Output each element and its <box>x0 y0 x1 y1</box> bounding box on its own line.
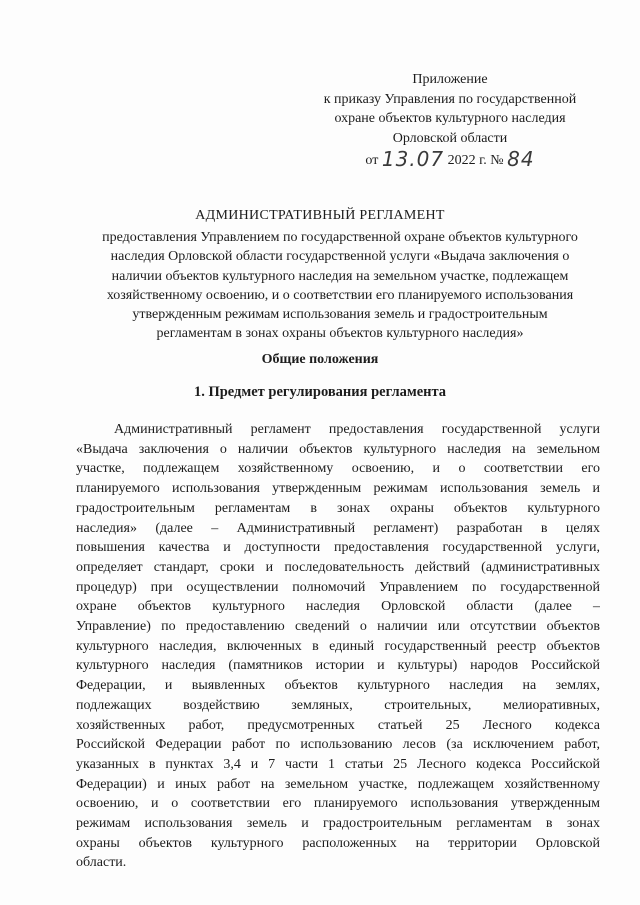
body-paragraph <box>76 420 600 873</box>
subtitle-line: утвержденным режимам использования земель и градостроительным <box>132 307 548 323</box>
appendix-order-line: к приказу Управления по государственной <box>323 91 577 107</box>
body-line: указанных в пунктах 3,4 и 7 части 1 статьи 25 Лесного кодекса Российской <box>76 756 600 772</box>
subtitle-line: наличии объектов культурного наследия на земельном участке, подлежащем <box>111 268 569 284</box>
subtitle-line: наследия Орловской области государственной услуги «Выдача заключения о <box>110 249 570 265</box>
appendix-block <box>300 70 600 171</box>
appendix-date-line <box>300 148 600 171</box>
body-line: охраны объектов культурного расположенных на территории Орловской <box>76 835 600 851</box>
body-line: области. <box>76 855 127 871</box>
document-title: АДМИНИСТРАТИВНЫЙ РЕГЛАМЕНТ <box>195 208 445 223</box>
appendix-authority-line: охране объектов культурного наследия <box>334 111 566 126</box>
body-line: планируемого использования утвержденным режимам использования земель и <box>76 481 600 497</box>
subtitle-line: хозяйственному освоению, и о соответствии его планируемого использования <box>106 287 574 303</box>
appendix-label: Приложение <box>412 72 488 87</box>
body-line: процедур) при осуществлении полномочий Управлением по государственной <box>76 579 600 595</box>
heading-general-provisions: Общие положения <box>261 352 379 367</box>
subtitle-line: регламентам в зонах охраны объектов культурного наследия» <box>156 326 524 342</box>
subtitle-line: предоставления Управлением по государственной охране объектов культурного <box>102 230 578 245</box>
body-line: наследия» (далее – Административный регламент) разработан в целях <box>76 520 600 536</box>
body-line: участке, подлежащем хозяйственному освоению, и о соответствии его <box>76 461 600 477</box>
date-year: 2022 г. № <box>447 153 504 168</box>
date-prefix: от <box>365 153 379 168</box>
document-subtitle <box>80 228 600 344</box>
body-line: Управление) по предоставлению сведений о наличии или отсутствии объектов <box>76 619 600 635</box>
body-line: «Выдача заключения о наличии объектов культурного наследия на земельном <box>76 441 600 457</box>
appendix-region-line: Орловской области <box>392 130 508 146</box>
body-line: Федерации, и выявленных объектов культурного наследия на землях, <box>76 678 600 694</box>
body-line: режимам использования земель и градостроительным регламентам в зонах <box>76 816 600 832</box>
body-line: охране объектов культурного наследия Орловской области (далее – <box>76 599 600 615</box>
handwritten-date: 13.07 <box>381 147 445 171</box>
body-line: определяет стандарт, сроки и последовательность действий (административных <box>76 559 600 575</box>
body-line: градостроительным регламентам в зонах охраны объектов культурного <box>76 500 600 516</box>
body-line: Административный регламент предоставления государственной услуги <box>114 422 600 437</box>
body-line: хозяйственных работ, предусмотренных статьей 25 Лесного кодекса <box>76 717 600 733</box>
body-line: Российской Федерации работ по использованию лесов (за исключением работ, <box>76 737 600 753</box>
body-line: освоению, и о соответствии его планируемого использования утвержденным <box>76 796 600 812</box>
handwritten-order-number: 84 <box>507 147 535 171</box>
body-line: подлежащих воздействию земляных, строительных, мелиоративных, <box>76 697 600 713</box>
body-line: повышения качества и доступности предоставления государственной услуги, <box>76 540 600 556</box>
heading-section-1: 1. Предмет регулирования регламента <box>193 384 447 400</box>
body-line: культурного наследия (памятников истории и культуры) народов Российской <box>76 658 600 674</box>
body-line: культурного наследия, включенных в единый государственный реестр объектов <box>76 638 600 654</box>
body-line: Федерации) и иных работ на земельном участке, подлежащем хозяйственному <box>76 776 600 792</box>
